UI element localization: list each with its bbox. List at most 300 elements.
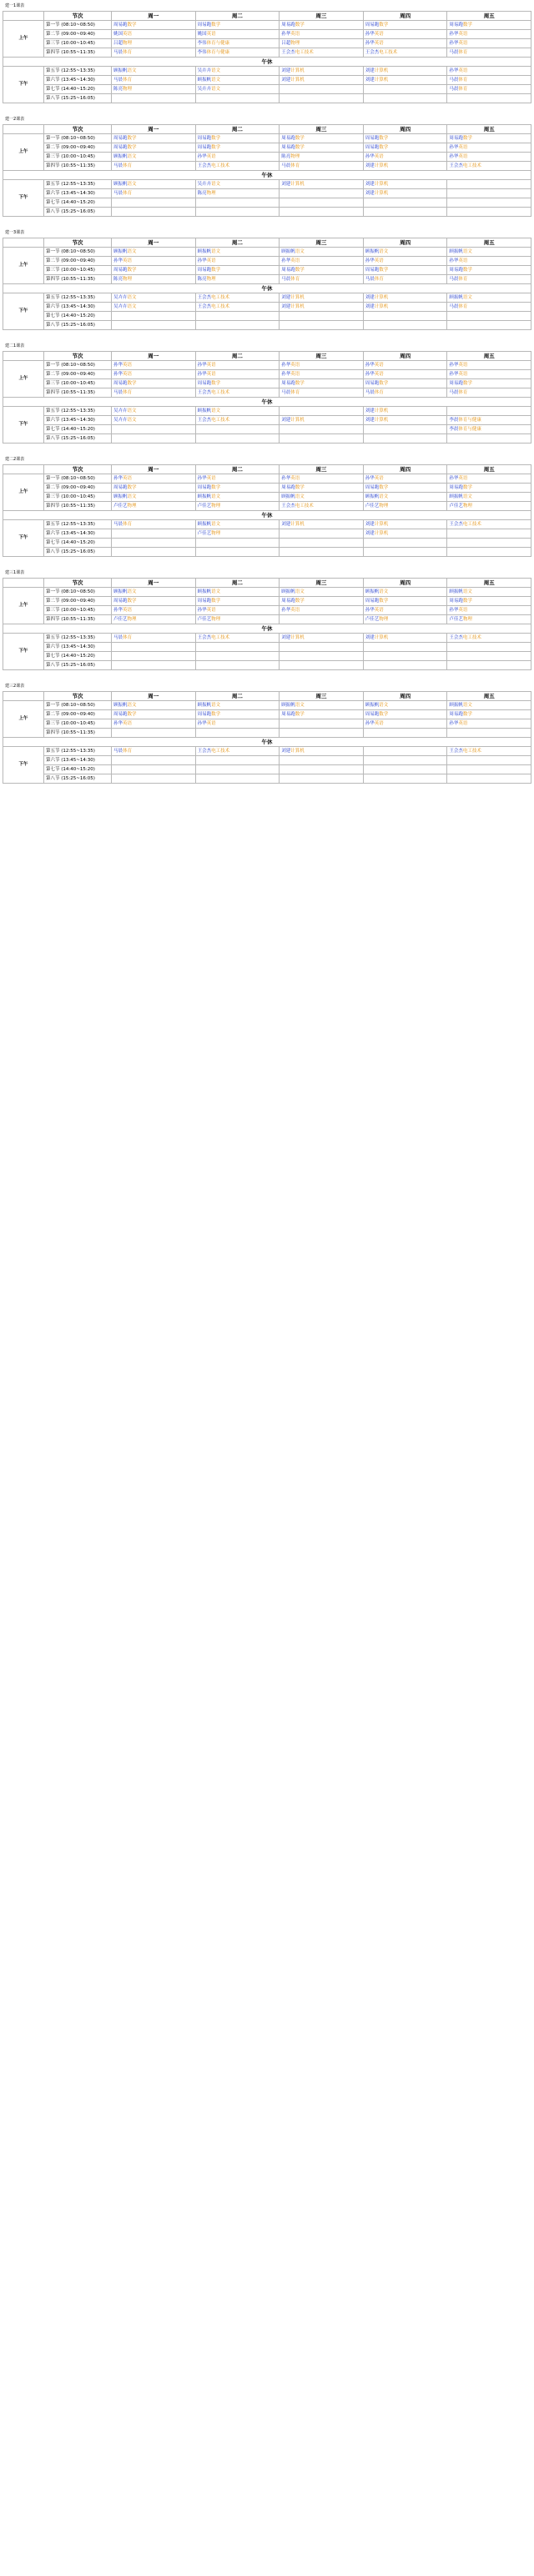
class-cell[interactable] — [280, 85, 364, 94]
class-cell[interactable] — [363, 484, 447, 493]
class-cell[interactable] — [112, 134, 196, 143]
teacher-name: 马晨 — [449, 77, 459, 83]
class-cell[interactable] — [195, 266, 280, 275]
class-cell[interactable] — [195, 143, 280, 153]
class-cell[interactable] — [280, 765, 364, 774]
class-cell[interactable] — [363, 416, 447, 425]
header-period-cell: 节次 — [44, 465, 112, 474]
class-cell[interactable] — [447, 94, 531, 103]
class-cell[interactable] — [112, 710, 196, 719]
class-cell[interactable] — [447, 85, 531, 94]
class-cell[interactable] — [195, 257, 280, 266]
class-cell[interactable] — [195, 379, 280, 388]
class-cell[interactable] — [363, 474, 447, 484]
class-cell[interactable] — [195, 756, 280, 765]
class-cell[interactable] — [195, 162, 280, 171]
class-cell[interactable] — [195, 615, 280, 624]
class-cell[interactable] — [447, 615, 531, 624]
class-cell[interactable] — [363, 85, 447, 94]
class-cell[interactable] — [112, 370, 196, 379]
period-label: 第二节 (09:00~09:40) — [44, 710, 112, 719]
class-cell[interactable] — [195, 189, 280, 198]
class-cell[interactable] — [280, 661, 364, 670]
class-cell[interactable] — [363, 774, 447, 784]
class-cell[interactable] — [112, 30, 196, 39]
class-cell[interactable] — [280, 416, 364, 425]
class-cell[interactable] — [280, 39, 364, 48]
class-cell[interactable] — [112, 321, 196, 330]
class-cell[interactable] — [363, 701, 447, 710]
class-cell[interactable] — [280, 361, 364, 370]
class-cell[interactable] — [447, 162, 531, 171]
class-cell[interactable] — [363, 21, 447, 30]
class-cell[interactable] — [112, 67, 196, 76]
class-cell[interactable] — [363, 747, 447, 756]
class-cell[interactable] — [112, 248, 196, 257]
class-cell[interactable] — [112, 634, 196, 643]
class-cell[interactable] — [112, 162, 196, 171]
class-cell[interactable] — [280, 710, 364, 719]
class-cell[interactable] — [363, 266, 447, 275]
class-cell[interactable] — [447, 774, 531, 784]
class-cell[interactable] — [195, 529, 280, 539]
class-cell[interactable] — [280, 634, 364, 643]
class-cell[interactable] — [195, 520, 280, 529]
subject-name: 数学 — [211, 484, 221, 490]
class-cell[interactable] — [280, 321, 364, 330]
class-cell[interactable] — [363, 379, 447, 388]
class-cell[interactable] — [447, 321, 531, 330]
class-cell[interactable] — [363, 615, 447, 624]
class-cell[interactable] — [363, 588, 447, 597]
day-header: 周四 — [363, 692, 447, 701]
class-cell[interactable] — [195, 76, 280, 85]
class-cell[interactable] — [363, 248, 447, 257]
class-cell[interactable] — [112, 379, 196, 388]
class-cell[interactable] — [363, 67, 447, 76]
class-cell[interactable] — [280, 643, 364, 652]
class-cell[interactable] — [363, 162, 447, 171]
class-cell[interactable] — [195, 729, 280, 738]
class-cell[interactable] — [195, 652, 280, 661]
class-cell[interactable] — [363, 661, 447, 670]
class-cell[interactable] — [447, 208, 531, 217]
subject-name: 体育 — [290, 163, 300, 168]
class-cell[interactable] — [112, 388, 196, 398]
class-cell[interactable] — [363, 198, 447, 208]
class-cell[interactable] — [447, 180, 531, 189]
class-cell[interactable] — [447, 76, 531, 85]
class-cell[interactable] — [280, 30, 364, 39]
class-cell[interactable] — [112, 303, 196, 312]
class-cell[interactable] — [112, 701, 196, 710]
class-cell[interactable] — [447, 293, 531, 303]
class-cell[interactable] — [195, 361, 280, 370]
class-cell[interactable] — [447, 643, 531, 652]
class-cell[interactable] — [112, 266, 196, 275]
period-label: 第二节 (09:00~09:40) — [44, 370, 112, 379]
class-cell[interactable] — [447, 588, 531, 597]
class-cell[interactable] — [280, 719, 364, 729]
class-cell[interactable] — [112, 493, 196, 502]
class-cell[interactable] — [363, 502, 447, 511]
class-cell[interactable] — [112, 615, 196, 624]
class-cell[interactable] — [280, 529, 364, 539]
class-cell[interactable] — [280, 774, 364, 784]
class-cell[interactable] — [195, 701, 280, 710]
class-cell[interactable] — [195, 606, 280, 615]
class-cell[interactable] — [195, 597, 280, 606]
class-cell[interactable] — [363, 30, 447, 39]
class-cell[interactable] — [112, 539, 196, 548]
class-cell[interactable] — [112, 597, 196, 606]
class-cell[interactable] — [112, 76, 196, 85]
class-cell[interactable] — [195, 134, 280, 143]
class-cell[interactable] — [195, 493, 280, 502]
class-cell[interactable] — [447, 266, 531, 275]
class-cell[interactable] — [112, 180, 196, 189]
class-cell[interactable] — [447, 493, 531, 502]
class-cell[interactable] — [195, 434, 280, 444]
class-cell[interactable] — [195, 388, 280, 398]
class-cell[interactable] — [363, 606, 447, 615]
class-cell[interactable] — [447, 747, 531, 756]
class-cell[interactable] — [280, 652, 364, 661]
class-cell[interactable] — [195, 293, 280, 303]
class-cell[interactable] — [195, 539, 280, 548]
class-cell[interactable] — [112, 48, 196, 58]
class-cell[interactable] — [363, 548, 447, 557]
class-cell[interactable] — [112, 520, 196, 529]
class-cell[interactable] — [112, 606, 196, 615]
class-cell[interactable] — [280, 293, 364, 303]
class-cell[interactable] — [280, 388, 364, 398]
class-cell[interactable] — [447, 474, 531, 484]
class-cell[interactable] — [280, 21, 364, 30]
class-cell[interactable] — [112, 407, 196, 416]
class-cell[interactable] — [112, 502, 196, 511]
class-cell[interactable] — [363, 520, 447, 529]
class-cell[interactable] — [363, 756, 447, 765]
class-cell[interactable] — [280, 379, 364, 388]
class-cell[interactable] — [112, 774, 196, 784]
class-cell[interactable] — [447, 606, 531, 615]
class-cell[interactable] — [112, 21, 196, 30]
class-cell[interactable] — [195, 765, 280, 774]
class-cell[interactable] — [195, 747, 280, 756]
class-cell[interactable] — [447, 407, 531, 416]
class-cell[interactable] — [112, 189, 196, 198]
class-cell[interactable] — [112, 434, 196, 444]
class-cell[interactable] — [447, 67, 531, 76]
class-cell[interactable] — [280, 312, 364, 321]
class-cell[interactable] — [363, 303, 447, 312]
class-cell[interactable] — [363, 208, 447, 217]
class-cell[interactable] — [112, 153, 196, 162]
class-cell[interactable] — [447, 548, 531, 557]
class-cell[interactable] — [195, 21, 280, 30]
period-label: 第四节 (10:55~11:35) — [44, 729, 112, 738]
subject-name: 物理 — [127, 503, 137, 509]
class-cell[interactable] — [195, 94, 280, 103]
class-cell[interactable] — [280, 266, 364, 275]
class-cell[interactable] — [280, 303, 364, 312]
class-cell[interactable] — [280, 370, 364, 379]
class-cell[interactable] — [112, 661, 196, 670]
class-cell[interactable] — [195, 85, 280, 94]
class-cell[interactable] — [280, 153, 364, 162]
class-cell[interactable] — [112, 719, 196, 729]
class-cell[interactable] — [280, 180, 364, 189]
class-cell[interactable] — [195, 774, 280, 784]
class-cell[interactable] — [447, 21, 531, 30]
day-header: 周二 — [195, 238, 280, 248]
class-cell[interactable] — [447, 661, 531, 670]
class-cell[interactable] — [195, 425, 280, 434]
class-cell[interactable] — [363, 493, 447, 502]
class-cell[interactable] — [363, 94, 447, 103]
class-cell[interactable] — [112, 652, 196, 661]
class-cell[interactable] — [112, 293, 196, 303]
class-cell[interactable] — [280, 198, 364, 208]
class-cell[interactable] — [195, 719, 280, 729]
class-cell[interactable] — [363, 729, 447, 738]
class-cell[interactable] — [363, 312, 447, 321]
teacher-name: 王会杰 — [365, 49, 380, 55]
class-cell[interactable] — [363, 425, 447, 434]
class-cell[interactable] — [112, 416, 196, 425]
class-cell[interactable] — [112, 548, 196, 557]
class-cell[interactable] — [447, 634, 531, 643]
block-spacer — [0, 103, 534, 115]
class-cell[interactable] — [112, 529, 196, 539]
class-cell[interactable] — [363, 180, 447, 189]
class-cell[interactable] — [280, 48, 364, 58]
class-cell[interactable] — [280, 407, 364, 416]
class-cell[interactable] — [280, 548, 364, 557]
class-cell[interactable] — [363, 539, 447, 548]
class-cell[interactable] — [195, 48, 280, 58]
class-cell[interactable] — [363, 710, 447, 719]
class-cell[interactable] — [280, 484, 364, 493]
class-cell[interactable] — [112, 588, 196, 597]
class-cell[interactable] — [112, 747, 196, 756]
class-cell[interactable] — [363, 48, 447, 58]
class-cell[interactable] — [195, 484, 280, 493]
class-cell[interactable] — [280, 189, 364, 198]
class-cell[interactable] — [280, 257, 364, 266]
period-row — [3, 502, 531, 511]
class-cell[interactable] — [280, 162, 364, 171]
class-cell[interactable] — [280, 67, 364, 76]
class-cell[interactable] — [112, 729, 196, 738]
class-cell[interactable] — [447, 416, 531, 425]
class-cell[interactable] — [112, 275, 196, 284]
class-cell[interactable] — [195, 248, 280, 257]
class-cell[interactable] — [447, 729, 531, 738]
class-cell[interactable] — [363, 719, 447, 729]
class-cell[interactable] — [447, 153, 531, 162]
class-cell[interactable] — [195, 634, 280, 643]
class-cell[interactable] — [363, 434, 447, 444]
class-cell[interactable] — [447, 198, 531, 208]
class-cell[interactable] — [280, 208, 364, 217]
teacher-name: 孙华 — [449, 153, 459, 159]
class-cell[interactable] — [447, 370, 531, 379]
class-cell[interactable] — [195, 710, 280, 719]
class-cell[interactable] — [112, 765, 196, 774]
class-cell[interactable] — [447, 701, 531, 710]
class-cell[interactable] — [112, 361, 196, 370]
class-cell[interactable] — [363, 293, 447, 303]
class-cell[interactable] — [447, 765, 531, 774]
class-cell[interactable] — [195, 321, 280, 330]
class-cell[interactable] — [363, 634, 447, 643]
class-cell[interactable] — [112, 94, 196, 103]
class-cell[interactable] — [447, 361, 531, 370]
class-cell[interactable] — [363, 189, 447, 198]
class-cell[interactable] — [363, 39, 447, 48]
class-cell[interactable] — [447, 30, 531, 39]
class-cell[interactable] — [195, 312, 280, 321]
class-cell[interactable] — [195, 303, 280, 312]
class-cell[interactable] — [195, 474, 280, 484]
class-cell[interactable] — [280, 76, 364, 85]
class-cell[interactable] — [112, 39, 196, 48]
class-cell[interactable] — [112, 474, 196, 484]
class-cell[interactable] — [447, 189, 531, 198]
class-cell[interactable] — [280, 434, 364, 444]
class-cell[interactable] — [447, 597, 531, 606]
class-cell[interactable] — [280, 143, 364, 153]
class-cell[interactable] — [363, 143, 447, 153]
class-cell[interactable] — [447, 719, 531, 729]
class-cell[interactable] — [195, 275, 280, 284]
class-cell[interactable] — [195, 502, 280, 511]
class-cell[interactable] — [112, 484, 196, 493]
class-cell[interactable] — [363, 275, 447, 284]
class-cell[interactable] — [447, 48, 531, 58]
class-cell[interactable] — [363, 76, 447, 85]
class-cell[interactable] — [447, 39, 531, 48]
class-cell[interactable] — [363, 652, 447, 661]
class-cell[interactable] — [195, 661, 280, 670]
class-cell[interactable] — [447, 520, 531, 529]
class-cell[interactable] — [195, 416, 280, 425]
class-cell[interactable] — [112, 208, 196, 217]
class-cell[interactable] — [112, 143, 196, 153]
class-cell[interactable] — [195, 67, 280, 76]
class-cell[interactable] — [112, 756, 196, 765]
class-cell[interactable] — [447, 529, 531, 539]
class-cell[interactable] — [447, 257, 531, 266]
class-cell[interactable] — [280, 615, 364, 624]
class-cell[interactable] — [112, 425, 196, 434]
class-cell[interactable] — [112, 198, 196, 208]
class-cell[interactable] — [280, 248, 364, 257]
class-cell[interactable] — [195, 643, 280, 652]
class-cell[interactable] — [280, 502, 364, 511]
class-cell[interactable] — [280, 493, 364, 502]
class-cell[interactable] — [447, 484, 531, 493]
class-cell[interactable] — [280, 606, 364, 615]
class-cell[interactable] — [447, 425, 531, 434]
class-cell[interactable] — [112, 257, 196, 266]
subject-name: 英语 — [458, 31, 468, 37]
class-cell[interactable] — [280, 729, 364, 738]
class-cell[interactable] — [363, 597, 447, 606]
class-cell[interactable] — [195, 208, 280, 217]
class-cell[interactable] — [447, 502, 531, 511]
class-cell[interactable] — [447, 143, 531, 153]
class-cell[interactable] — [447, 379, 531, 388]
class-cell[interactable] — [363, 257, 447, 266]
class-cell[interactable] — [195, 153, 280, 162]
class-cell[interactable] — [112, 643, 196, 652]
class-cell[interactable] — [195, 39, 280, 48]
class-cell[interactable] — [447, 434, 531, 444]
class-cell[interactable] — [363, 407, 447, 416]
class-cell[interactable] — [280, 275, 364, 284]
class-cell[interactable] — [447, 275, 531, 284]
class-cell[interactable] — [363, 765, 447, 774]
class-cell[interactable] — [363, 134, 447, 143]
class-cell[interactable] — [363, 529, 447, 539]
class-cell[interactable] — [447, 710, 531, 719]
class-cell[interactable] — [112, 85, 196, 94]
class-cell[interactable] — [280, 756, 364, 765]
class-cell[interactable] — [280, 474, 364, 484]
class-cell[interactable] — [363, 361, 447, 370]
class-cell[interactable] — [280, 425, 364, 434]
class-cell[interactable] — [363, 153, 447, 162]
class-cell[interactable] — [195, 548, 280, 557]
class-cell[interactable] — [195, 180, 280, 189]
subject-name: 语文 — [462, 702, 472, 708]
subject-name: 英语 — [374, 475, 384, 481]
class-cell[interactable] — [363, 370, 447, 379]
class-cell[interactable] — [447, 303, 531, 312]
class-cell[interactable] — [195, 198, 280, 208]
class-cell[interactable] — [195, 588, 280, 597]
class-cell[interactable] — [195, 30, 280, 39]
class-cell[interactable] — [280, 597, 364, 606]
class-cell[interactable] — [447, 248, 531, 257]
class-cell[interactable] — [112, 312, 196, 321]
class-cell[interactable] — [447, 134, 531, 143]
class-cell[interactable] — [195, 370, 280, 379]
class-cell[interactable] — [280, 747, 364, 756]
class-cell[interactable] — [447, 312, 531, 321]
class-cell[interactable] — [280, 520, 364, 529]
subject-name: 计算机 — [290, 303, 305, 309]
class-cell[interactable] — [280, 539, 364, 548]
class-cell[interactable] — [280, 94, 364, 103]
class-cell[interactable] — [280, 588, 364, 597]
class-cell[interactable] — [363, 643, 447, 652]
class-cell[interactable] — [363, 388, 447, 398]
teacher-name: 马晨 — [281, 389, 291, 395]
class-cell[interactable] — [447, 388, 531, 398]
class-cell[interactable] — [447, 539, 531, 548]
teacher-name: 孙华 — [365, 258, 375, 263]
class-cell[interactable] — [447, 652, 531, 661]
class-cell[interactable] — [447, 756, 531, 765]
class-cell[interactable] — [280, 134, 364, 143]
class-cell[interactable] — [363, 321, 447, 330]
class-cell[interactable] — [280, 701, 364, 710]
class-cell[interactable] — [195, 407, 280, 416]
